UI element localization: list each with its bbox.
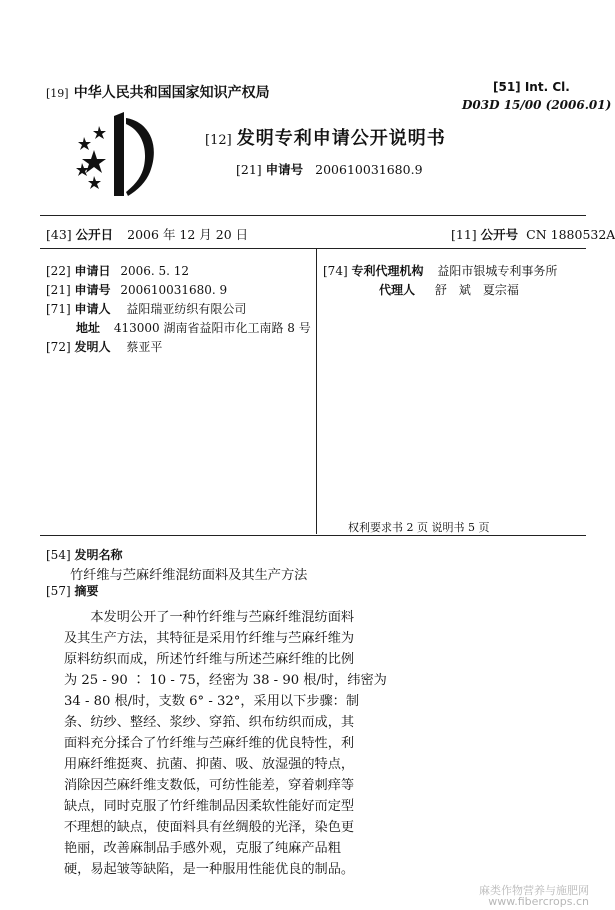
- watermark-title: 麻类作物营养与施肥网: [479, 884, 589, 897]
- star-small-icon: [76, 163, 89, 176]
- star-small-icon: [93, 126, 106, 139]
- abstract-line: 硬，易起皱等缺陷，是一种服用性能优良的制品。: [64, 862, 355, 877]
- invention-title: 竹纤维与苎麻纤维混纺面料及其生产方法: [70, 568, 308, 583]
- abstract-line: 条、纺纱、整经、浆纱、穿筘、织布纺织而成，其: [64, 715, 355, 730]
- biblio-row: [22] 申请日 2006. 5. 12: [46, 264, 190, 278]
- abstract-line: 本发明公开了一种竹纤维与苎麻纤维混纺面料: [64, 610, 355, 625]
- abstract-line: 原料纺织而成，所述竹纤维与所述苎麻纤维的比例: [64, 652, 355, 667]
- pubno-value: CN 1880532A: [526, 227, 615, 242]
- code-12: [12]: [205, 133, 232, 148]
- abstract-line: 面料充分揉合了竹纤维与苎麻纤维的优良特性，利: [64, 736, 355, 751]
- abstract-line: 及其生产方法，其特征是采用竹纤维与苎麻纤维为: [64, 631, 355, 646]
- abstract-line: 34 - 80 根/时，支数 6° - 32°，采用以下步骤：制: [64, 694, 360, 709]
- pubdate-value: 2006 年 12 月 20 日: [127, 227, 249, 242]
- header-appno-line: [236, 160, 423, 178]
- pubdate-label: 公开日: [75, 227, 114, 242]
- star-small-icon: [88, 176, 101, 189]
- code-19: [19]: [46, 87, 69, 100]
- star-small-icon: [78, 137, 91, 150]
- biblio-row: [72] 发明人 蔡亚平: [46, 340, 163, 354]
- code-21: [21]: [236, 162, 262, 177]
- divider: [40, 215, 586, 216]
- abstract-line: 不理想的缺点，使面料具有丝绸般的光泽，染色更: [64, 820, 355, 835]
- watermark-url: www.fibercrops.cn: [488, 895, 589, 908]
- pubno-line: [11] 公开号 CN 1880532A: [451, 227, 615, 242]
- abstract-line: 用麻纤维挺爽、抗菌、抑菌、吸、放湿强的特点，: [64, 757, 355, 772]
- abstract-line: 缺点，同时克服了竹纤维制品因柔软性能好而定型: [64, 799, 355, 814]
- biblio-row: 代理人 舒 斌 夏宗福: [379, 283, 519, 297]
- abstract-line: 艳丽，改善麻制品手感外观，克服了纯麻产品粗: [64, 841, 341, 856]
- doc-type-line: [205, 124, 446, 150]
- pubno-label: 公开号: [480, 227, 519, 242]
- biblio-column-divider: [316, 249, 317, 534]
- biblio-row: [71] 申请人 益阳瑞亚纺织有限公司: [46, 302, 247, 316]
- divider: [40, 535, 586, 536]
- biblio-row: 地址 413000 湖南省益阳市化工南路 8 号: [76, 321, 311, 335]
- sipo-emblem-logo: [70, 110, 180, 200]
- office-name: 中华人民共和国国家知识产权局: [73, 85, 270, 101]
- pubdate-line: [43] 公开日 2006 年 12 月 20 日: [46, 227, 249, 242]
- document-type: 发明专利申请公开说明书: [236, 128, 446, 149]
- header-office-line: [46, 82, 270, 102]
- abstract-line: 消除因苎麻纤维支数低，可纺性能差，穿着刺痒等: [64, 778, 355, 793]
- page-count: 权利要求书 2 页 说明书 5 页: [348, 521, 490, 534]
- biblio-row: [74] 专利代理机构 益阳市银城专利事务所: [323, 264, 558, 278]
- int-cl-label: [51] Int. Cl.: [493, 80, 570, 94]
- divider: [40, 248, 586, 249]
- biblio-row: [21] 申请号 200610031680. 9: [46, 283, 228, 297]
- title-heading: [54] 发明名称: [46, 548, 123, 562]
- ipc-class: D03D 15/00 (2006.01): [462, 98, 612, 112]
- appno-value: 200610031680.9: [315, 162, 423, 177]
- appno-label: 申请号: [265, 162, 304, 177]
- abstract-line: 为 25 - 90 ∶ 10 - 75，经密为 38 - 90 根/时，纬密为: [64, 673, 387, 688]
- emblem-curve-icon: [126, 118, 154, 196]
- abstract-heading: [57] 摘要: [46, 584, 99, 598]
- emblem-mark-icon: [114, 112, 124, 196]
